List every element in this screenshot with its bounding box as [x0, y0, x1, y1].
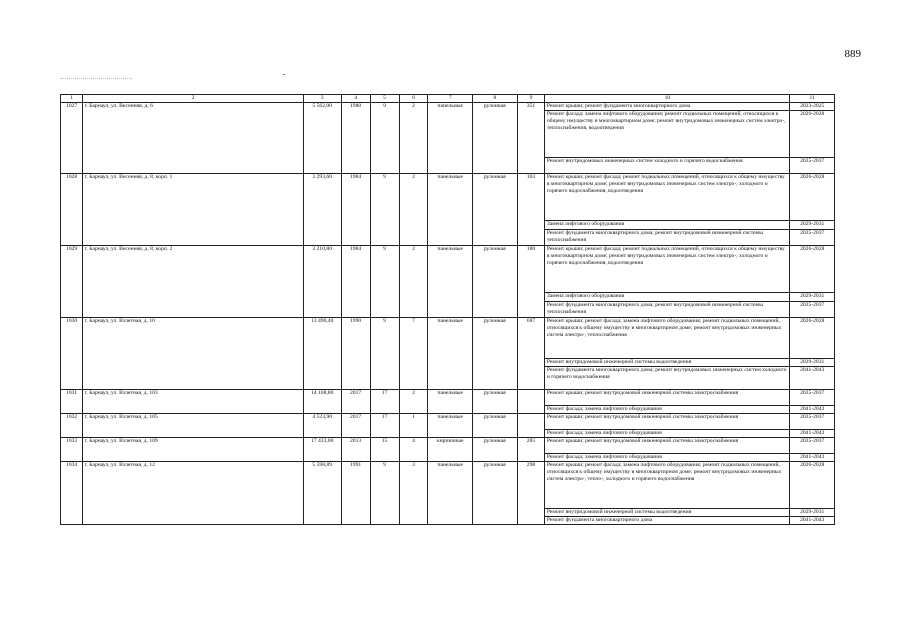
table-row: [61, 318, 835, 359]
cell-year: 1991: [341, 462, 370, 525]
cell-roof: рулонная: [473, 390, 518, 414]
cell-floors: 17: [370, 390, 399, 414]
cell-floors: 9: [370, 103, 399, 174]
cell-entr: 2: [399, 103, 428, 174]
cell-no: 1029: [61, 246, 83, 318]
cell-area: 13 490,40: [303, 318, 341, 390]
cell-year: 2017: [341, 390, 370, 414]
cell-area: 14 108,80: [303, 390, 341, 414]
cell-addr: г. Барнаул, ул. Весенняя, д. 8, корп. 1: [83, 174, 304, 246]
cell-year: 1984: [341, 174, 370, 246]
cell-work: Ремонт фундамента многоквартирного дома; ремонт внутридомовой инженерной системы теплоснабжения: [545, 302, 790, 318]
col-header: 3: [303, 95, 341, 103]
cell-work: Ремонт крыши; ремонт фасада; замена лифтового оборудования; ремонт подвальных помещений, относящихся к общему имуществу в многоквартирном доме; ремонт внутридомовых инженерных систем электро-, тепло-, холодного и горячего водоснабжения: [545, 462, 790, 509]
cell-period: 2035-2037: [790, 438, 835, 454]
col-header: 11: [790, 95, 835, 103]
table-row: [61, 462, 835, 509]
cell-roof: рулонная: [473, 462, 518, 525]
cell-c9: 351: [517, 103, 545, 174]
cell-floors: 9: [370, 174, 399, 246]
cell-c9: 298: [517, 462, 545, 525]
cell-work: Ремонт фасада; замена лифтового оборудования: [545, 454, 790, 462]
cell-addr: г. Барнаул, ул. Взлетная, д. 109: [83, 438, 304, 462]
cell-work: Ремонт внутридомовых инженерных систем холодного и горячего водоснабжения: [545, 158, 790, 174]
cell-entr: 1: [399, 414, 428, 438]
cell-work: Ремонт крыши; ремонт фасада; ремонт подвальных помещений, относящихся к общему имуществу в многоквартирном доме; ремонт внутридомовых инженерных систем электро-, холодного и горячего водоснабжения, водоотведения: [545, 246, 790, 293]
cell-wall: панельные: [428, 318, 473, 390]
cell-period: 2026-2028: [790, 111, 835, 158]
cell-period: 2029-2031: [790, 359, 835, 367]
cell-period: 2035-2037: [790, 230, 835, 246]
cell-work: Ремонт фундамента многоквартирного дома; ремонт внутридомовой инженерной системы теплоснабжения: [545, 230, 790, 246]
cell-entr: 3: [399, 462, 428, 525]
cell-floors: 9: [370, 246, 399, 318]
cell-year: 1980: [341, 103, 370, 174]
cell-work: Ремонт крыши; ремонт внутридомовой инженерной системы электроснабжения: [545, 390, 790, 406]
cell-entr: 2: [399, 174, 428, 246]
cell-no: 1033: [61, 438, 83, 462]
cell-area: 5 598,89: [303, 462, 341, 525]
cell-year: 2017: [341, 414, 370, 438]
cell-wall: панельные: [428, 462, 473, 525]
scan-speck: [283, 74, 285, 75]
col-header: 5: [370, 95, 399, 103]
cell-work: Ремонт внутридомовой инженерной системы водоотведения: [545, 509, 790, 517]
cell-area: 4 523,90: [303, 414, 341, 438]
cell-year: 1984: [341, 246, 370, 318]
cell-work: Ремонт крыши; ремонт фундамента многоквартирного дома: [545, 103, 790, 111]
cell-no: 1032: [61, 414, 83, 438]
cell-addr: г. Барнаул, ул. Весенняя, д. 8, корп. 2: [83, 246, 304, 318]
cell-period: 2029-2031: [790, 509, 835, 517]
cell-period: 2041-2043: [790, 367, 835, 390]
cell-work: Замена лифтового оборудования: [545, 293, 790, 302]
cell-c9: 180: [517, 246, 545, 318]
cell-floors: 17: [370, 414, 399, 438]
cell-work: Ремонт фасада; замена лифтового оборудования: [545, 406, 790, 414]
col-header: 6: [399, 95, 428, 103]
cell-period: 2023-2025: [790, 103, 835, 111]
cell-entr: 2: [399, 246, 428, 318]
cell-area: 3 293,60: [303, 174, 341, 246]
cell-work: Ремонт крыши; ремонт внутридомовой инженерной системы электроснабжения: [545, 414, 790, 430]
cell-c9: 687: [517, 318, 545, 390]
cell-roof: рулонная: [473, 246, 518, 318]
cell-addr: г. Барнаул, ул. Взлетная, д. 105: [83, 414, 304, 438]
col-header: 9: [517, 95, 545, 103]
cell-period: 2026-2028: [790, 462, 835, 509]
cell-wall: панельные: [428, 103, 473, 174]
page-number: 889: [844, 48, 861, 60]
cell-year: 1990: [341, 318, 370, 390]
cell-no: 1027: [61, 103, 83, 174]
table-row: [61, 246, 835, 293]
repair-schedule-table: [60, 94, 835, 525]
cell-entr: 7: [399, 318, 428, 390]
cell-addr: г. Барнаул, ул. Взлетная, д. 103: [83, 390, 304, 414]
col-header: 8: [473, 95, 518, 103]
cell-period: 2026-2028: [790, 174, 835, 221]
col-header: 2: [83, 95, 304, 103]
cell-work: Ремонт фасада; замена лифтового оборудования; ремонт подвальных помещений, относящихся к общему имуществу в многоквартирном доме; ремонт внутридомовых инженерных систем электро-, теплоснабжения, водоотведения: [545, 111, 790, 158]
cell-no: 1034: [61, 462, 83, 525]
cell-work: Замена лифтового оборудования: [545, 221, 790, 230]
cell-area: 3 210,80: [303, 246, 341, 318]
cell-work: Ремонт крыши; ремонт фасада; замена лифтового оборудования; ремонт подвальных помещений, относящихся к общему имуществу в многоквартирном доме; ремонт внутридомовых инженерных систем электро-, теплоснабжения: [545, 318, 790, 359]
cell-area: 5 562,00: [303, 103, 341, 174]
dotted-line: [60, 78, 132, 79]
cell-roof: рулонная: [473, 103, 518, 174]
col-header: 1: [61, 95, 83, 103]
cell-floors: 9: [370, 318, 399, 390]
cell-floors: 15: [370, 438, 399, 462]
cell-work: Ремонт крыши; ремонт внутридомовой инженерной системы электроснабжения: [545, 438, 790, 454]
cell-period: 2035-2037: [790, 414, 835, 430]
table-row: [61, 174, 835, 221]
cell-wall: панельные: [428, 174, 473, 246]
cell-period: 2026-2028: [790, 246, 835, 293]
table-row: [61, 390, 835, 406]
cell-roof: рулонная: [473, 438, 518, 462]
cell-c9: 285: [517, 438, 545, 462]
cell-work: Ремонт внутридомовой инженерной системы водоотведения: [545, 359, 790, 367]
cell-work: Ремонт фундамента многоквартирного дома; ремонт внутридомовых инженерных систем холодного и горячего водоснабжения: [545, 367, 790, 390]
cell-wall: панельные: [428, 390, 473, 414]
cell-entr: 4: [399, 438, 428, 462]
cell-wall: панельные: [428, 414, 473, 438]
cell-period: 2029-2031: [790, 221, 835, 230]
cell-c9: [517, 414, 545, 438]
cell-addr: г. Барнаул, ул. Взлетная, д. 10: [83, 318, 304, 390]
cell-no: 1030: [61, 318, 83, 390]
cell-no: 1028: [61, 174, 83, 246]
cell-roof: рулонная: [473, 414, 518, 438]
cell-period: 2041-2043: [790, 517, 835, 525]
cell-period: 2041-2043: [790, 430, 835, 438]
cell-area: 17 433,00: [303, 438, 341, 462]
cell-period: 2035-2037: [790, 158, 835, 174]
cell-addr: г. Барнаул, ул. Взлетная, д. 12: [83, 462, 304, 525]
cell-c9: [517, 390, 545, 414]
table-row: [61, 103, 835, 111]
cell-floors: 9: [370, 462, 399, 525]
cell-no: 1031: [61, 390, 83, 414]
cell-year: 2013: [341, 438, 370, 462]
col-header: 10: [545, 95, 790, 103]
header-row: [61, 95, 835, 103]
cell-period: 2029-2031: [790, 293, 835, 302]
cell-c9: 163: [517, 174, 545, 246]
cell-roof: рулонная: [473, 318, 518, 390]
cell-period: 2041-2043: [790, 454, 835, 462]
cell-period: 2041-2043: [790, 406, 835, 414]
cell-period: 2026-2028: [790, 318, 835, 359]
cell-roof: рулонная: [473, 174, 518, 246]
cell-period: 2035-2037: [790, 390, 835, 406]
col-header: 4: [341, 95, 370, 103]
cell-addr: г. Барнаул, ул. Весенняя, д. 6: [83, 103, 304, 174]
cell-period: 2035-2037: [790, 302, 835, 318]
table-row: [61, 414, 835, 430]
table-row: [61, 438, 835, 454]
cell-work: Ремонт фасада; замена лифтового оборудования: [545, 430, 790, 438]
cell-wall: панельные: [428, 246, 473, 318]
cell-work: Ремонт фундамента многоквартирного дома: [545, 517, 790, 525]
cell-entr: 2: [399, 390, 428, 414]
col-header: 7: [428, 95, 473, 103]
cell-work: Ремонт крыши; ремонт фасада; ремонт подвальных помещений, относящихся к общему имуществу в многоквартирном доме; ремонт внутридомовых инженерных систем электро-, холодного и горячего водоснабжения, водоотведения: [545, 174, 790, 221]
cell-wall: кирпичные: [428, 438, 473, 462]
